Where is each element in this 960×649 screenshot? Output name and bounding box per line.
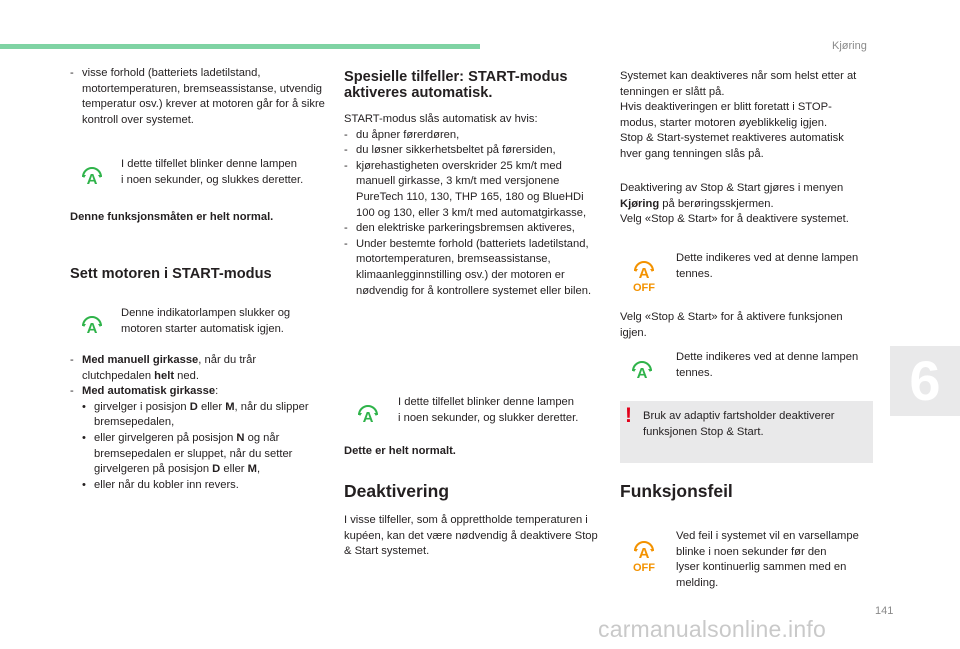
a-off-icon: [628, 538, 660, 572]
start-conditions: [70, 353, 325, 493]
svg-text:A: A: [86, 320, 98, 336]
normal-operation-note: Dette er helt normalt.: [344, 445, 456, 457]
section-heading: Funksjonsfeil: [620, 481, 733, 501]
list-item: • eller girvelgeren på posisjon N og når bremsepedalen er sluppet, når du setter girvelgeren på posisjon D eller M,: [82, 431, 293, 476]
note-text: I dette tilfellet blinker denne lampen i noen sekunder, og slukkes deretter.: [121, 158, 304, 186]
note-text: Ved feil i systemet vil en varsellampe blinke i noen sekunder før den lyser kontinuerlig sammen med en melding.: [676, 530, 859, 589]
svg-text:A: A: [638, 545, 650, 562]
section-heading: Sett motoren i START-modus: [70, 266, 272, 282]
list-item: - Med automatisk girkasse:: [70, 385, 219, 398]
list-item: - visse forhold (batteriets ladetilstand, motortemperaturen, bremseassistanse, utvendig temperatur osv.) krever at motoren går for å sikre kontroll over systemet.: [70, 67, 325, 126]
list-item: • eller når du kobler inn revers.: [82, 478, 239, 491]
svg-text:A: A: [638, 265, 650, 282]
a-icon: [356, 403, 380, 425]
svg-text:OFF: OFF: [633, 282, 655, 292]
paragraph: Velg «Stop & Start» for å aktivere funksjonen igjen.: [620, 311, 843, 339]
section-heading: Deaktivering: [344, 481, 450, 501]
a-off-icon: [628, 258, 660, 292]
normal-operation-note: Denne funksjonsmåten er helt normal.: [70, 211, 274, 223]
note-text: Dette indikeres ved at denne lampen tennes.: [676, 252, 859, 280]
svg-text:A: A: [362, 409, 374, 425]
exclamation-icon: !: [625, 404, 632, 427]
section-heading: Spesielle tilfeller: START-modus aktiveres automatisk.: [344, 69, 568, 101]
a-icon: [80, 165, 104, 187]
list-item: • girvelger i posisjon D eller M, når du slipper bremsepedalen,: [82, 400, 309, 429]
top-accent-bar: [0, 44, 480, 49]
paragraph: Systemet kan deaktiveres når som helst etter at tenningen er slått på. Hvis deaktiveringen er blitt foretatt i STOP- modus, starter motoren øyeblikkelig igjen. Stop & Start-systemet reaktiveres automatisk hver gang tenningen slås på.: [620, 70, 857, 160]
deactivation-text: I visse tilfeller, som å opprettholde temperaturen i kupéen, kan det være nødvendig å deaktivere Stop & Start systemet.: [344, 514, 598, 558]
list-item: - du løsner sikkerhetsbeltet på førersiden,: [344, 144, 556, 157]
list-item: - Under bestemte forhold (batteriets ladetilstand, motortemperaturen, bremseassistanse, klimaanlegginnstilling osv.) der motoren er nødvendig for å kontrollere systemet eller bilen.: [344, 237, 592, 297]
warning-text: Bruk av adaptiv fartsholder deaktiverer funksjonen Stop & Start.: [643, 410, 835, 438]
section-title: Kjøring: [832, 40, 867, 52]
list-item: - kjørehastigheten overskrider 25 km/t med manuell girkasse, 3 km/t med versjonene PureTech 110, 130, THP 165, 180 og BlueHDi 100 og 130, eller 3 km/t med automatgirkasse,: [344, 159, 587, 219]
note-text: Dette indikeres ved at denne lampen tennes.: [676, 351, 859, 379]
a-icon: [80, 314, 104, 336]
note-text: I dette tilfellet blinker denne lampen i noen sekunder, og slukker deretter.: [398, 396, 579, 424]
list-item: - du åpner førerdøren,: [344, 128, 460, 141]
svg-text:A: A: [636, 365, 648, 381]
note-text: Denne indikatorlampen slukker og motoren starter automatisk igjen.: [121, 307, 291, 335]
chapter-tab: 6: [890, 346, 960, 416]
page-number: 141: [875, 605, 894, 617]
list-item: - den elektriske parkeringsbremsen aktiveres,: [344, 222, 575, 235]
paragraph: Deaktivering av Stop & Start gjøres i menyen Kjøring på berøringsskjermen. Velg «Stop & Start» for å deaktivere systemet.: [620, 182, 849, 226]
watermark: carmanualsonline.info: [598, 616, 826, 642]
list-item: - Med manuell girkasse, når du trår clutchpedalen helt ned.: [70, 354, 257, 382]
a-icon: [630, 359, 654, 381]
svg-text:OFF: OFF: [633, 562, 655, 572]
stop-conditions: START-modus slås automatisk av hvis: - du åpner førerdøren, - du løsner sikkerhetsbeltet på førersiden, - kjørehastigheten overskrider 25 km/t med manuell girkasse, 3 km/t med versjonene PureTech 110, 130, THP 165, 180 og BlueHDi 100 og 130, eller 3 km/t med automatgirkasse, - den elektriske parkeringsbremsen aktiveres, - Under bestemte forhold (batteriets ladetilstand, motortemperaturen, bremseassistanse, klimaanlegginnstilling osv.) der motoren er nødvendig for å kontrollere systemet eller bilen.: [344, 112, 602, 299]
svg-text:A: A: [86, 171, 98, 187]
